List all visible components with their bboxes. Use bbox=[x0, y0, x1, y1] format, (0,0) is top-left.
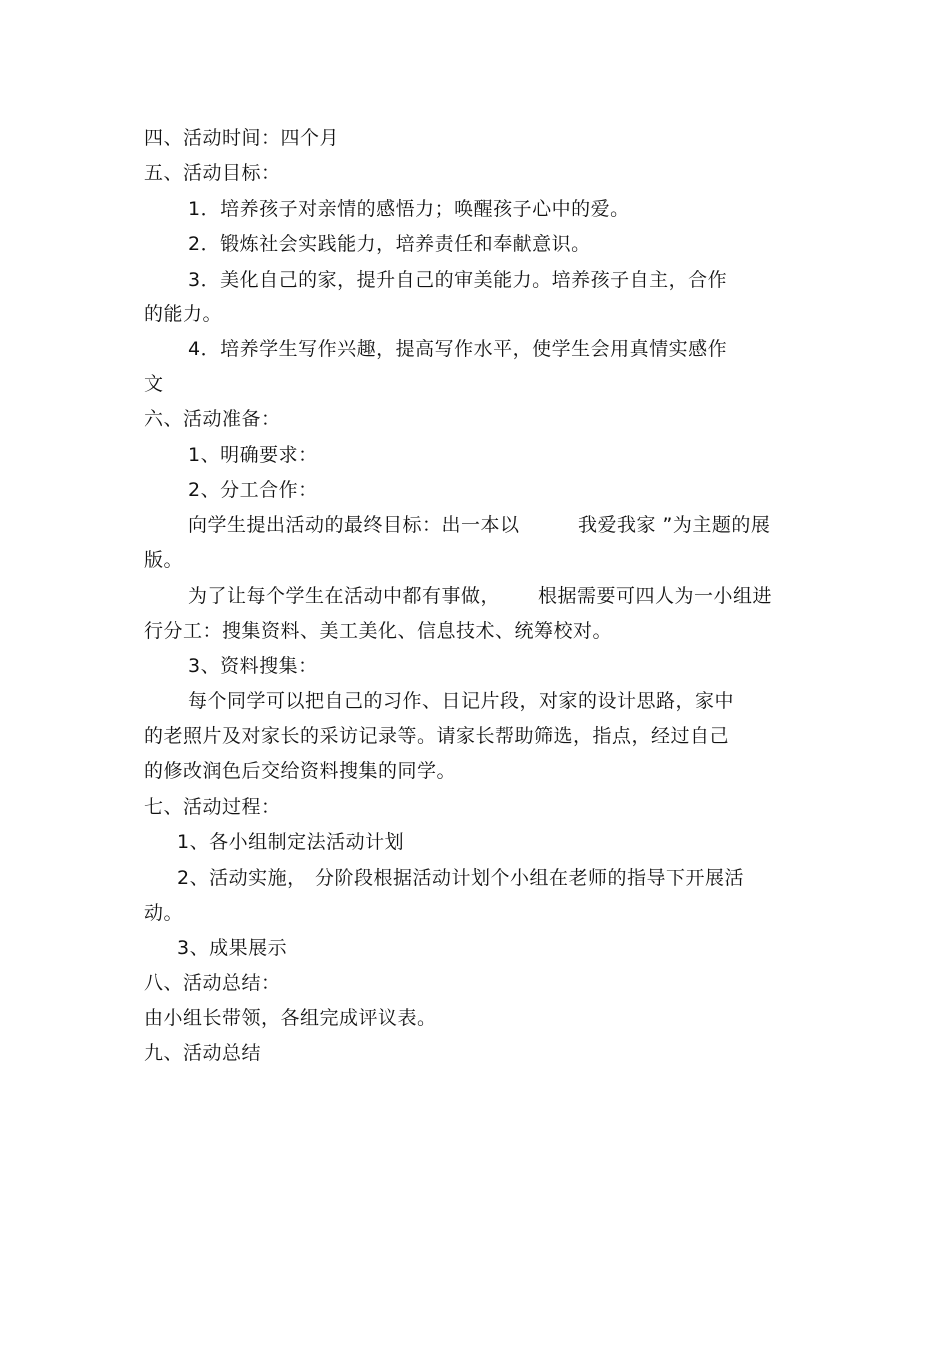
goal-item-4: 4．培养学生写作兴趣，提高写作水平，使学生会用真情实感作 bbox=[188, 338, 728, 360]
goal-item-3: 3．美化自己的家，提升自己的审美能力。培养孩子自主，合作 bbox=[188, 269, 728, 291]
paragraph-division-continued: 行分工：搜集资料、美工美化、信息技术、统筹校对。 bbox=[144, 620, 613, 642]
paragraph-division-part-1: 为了让每个学生在活动中都有事做， bbox=[188, 585, 501, 607]
heading-activity-summary: 八、活动总结： bbox=[144, 972, 281, 994]
paragraph-final-goal-part-1: 向学生提出活动的最终目标：出一本以 bbox=[188, 514, 520, 536]
process-item-1: 1、各小组制定法活动计划 bbox=[177, 831, 405, 853]
goal-item-4-continued: 文 bbox=[144, 373, 164, 395]
prep-item-1: 1、明确要求： bbox=[188, 444, 318, 466]
paragraph-final-goal-continued: 版。 bbox=[144, 549, 184, 571]
goal-item-1: 1．培养孩子对亲情的感悟力；唤醒孩子心中的爱。 bbox=[188, 198, 630, 220]
prep-item-2: 2、分工合作： bbox=[188, 479, 318, 501]
prep-item-3: 3、资料搜集： bbox=[188, 655, 318, 677]
heading-activity-time: 四、活动时间：四个月 bbox=[144, 127, 340, 149]
summary-paragraph: 由小组长带领，各组完成评议表。 bbox=[144, 1007, 437, 1029]
paragraph-materials-line-2: 的老照片及对家长的采访记录等。请家长帮助筛选，指点，经过自己 bbox=[144, 725, 730, 747]
heading-activity-process: 七、活动过程： bbox=[144, 796, 281, 818]
paragraph-materials-line-3: 的修改润色后交给资料搜集的同学。 bbox=[144, 760, 457, 782]
paragraph-division-part-2: 根据需要可四人为一小组进 bbox=[538, 585, 773, 607]
heading-activity-summary-9: 九、活动总结 bbox=[144, 1042, 262, 1064]
process-item-2-part-1: 2、活动实施， bbox=[177, 867, 307, 889]
heading-activity-goals: 五、活动目标： bbox=[144, 162, 281, 184]
paragraph-materials: 每个同学可以把自己的习作、日记片段，对家的设计思路，家中 bbox=[188, 690, 735, 712]
process-item-2-continued: 动。 bbox=[144, 902, 184, 924]
paragraph-final-goal-part-2: 我爱我家 ”为主题的展 bbox=[578, 514, 771, 536]
process-item-2-part-2: 分阶段根据活动计划个小组在老师的指导下开展活 bbox=[315, 867, 745, 889]
goal-item-3-continued: 的能力。 bbox=[144, 303, 223, 325]
heading-activity-preparation: 六、活动准备： bbox=[144, 408, 281, 430]
process-item-3: 3、成果展示 bbox=[177, 937, 288, 959]
goal-item-2: 2．锻炼社会实践能力，培养责任和奉献意识。 bbox=[188, 233, 591, 255]
